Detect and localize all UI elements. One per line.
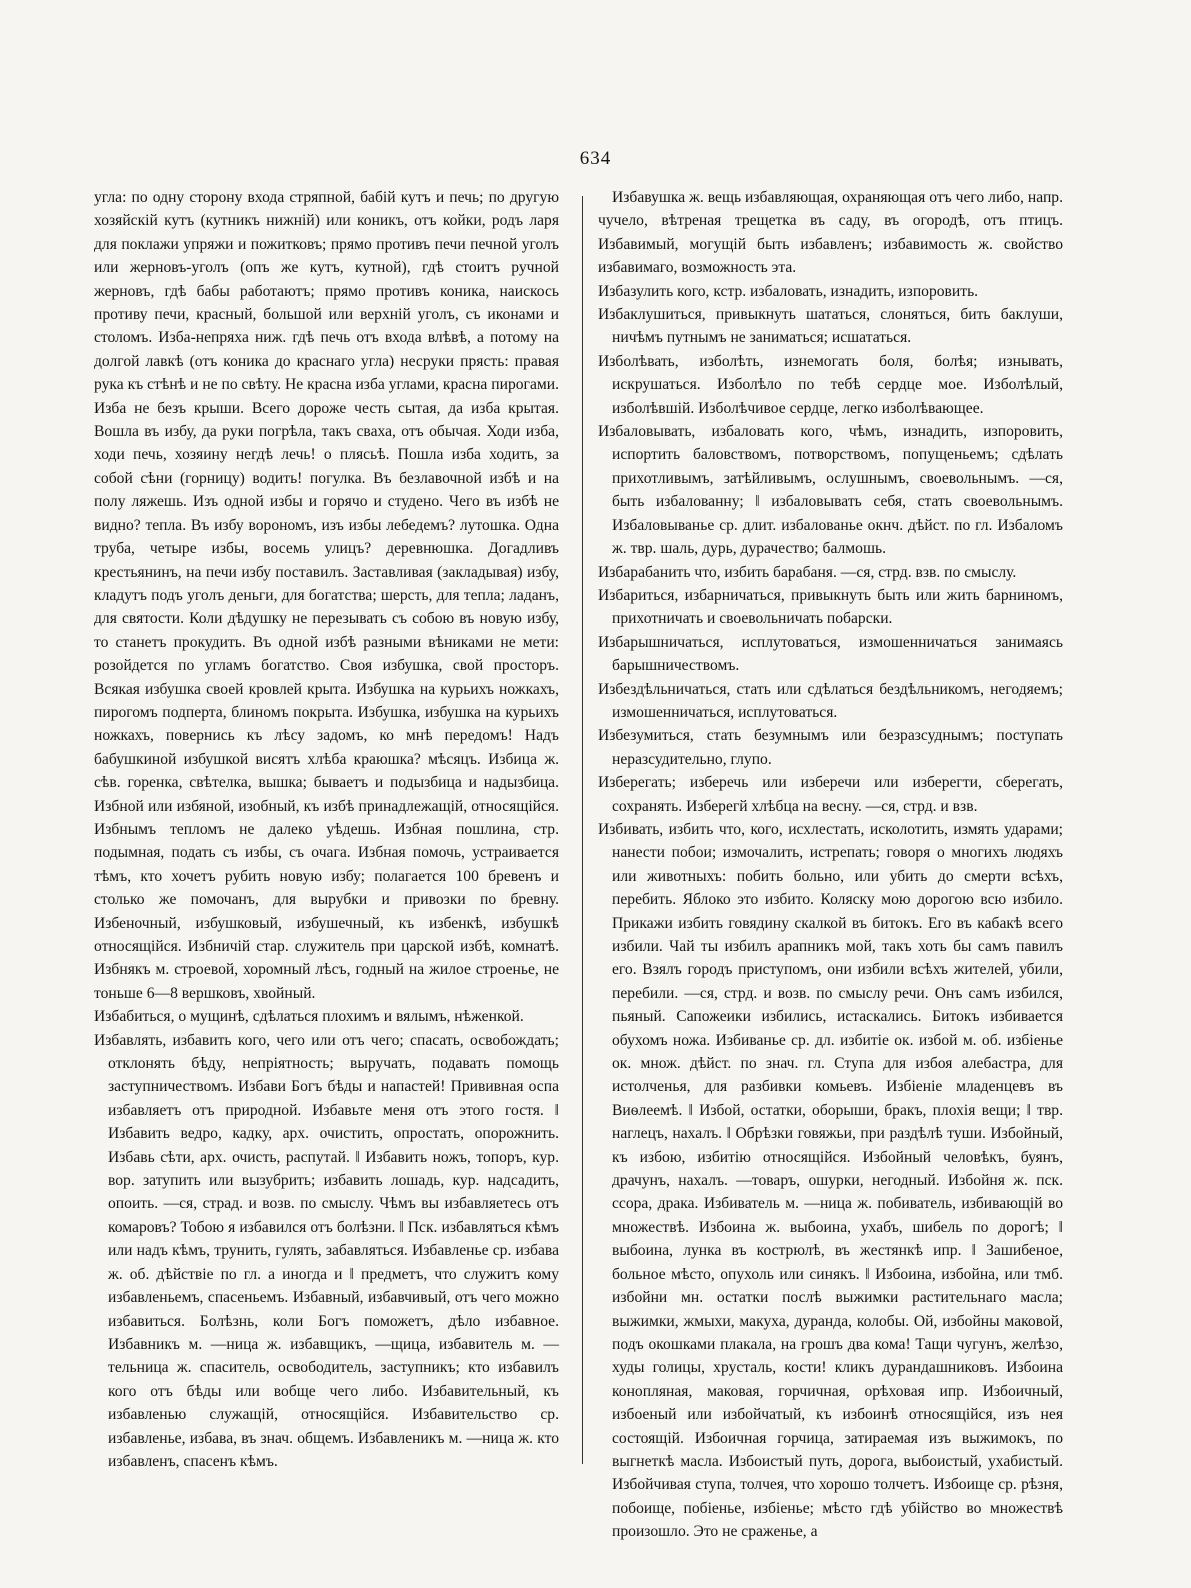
dictionary-entry: Избезумиться, стать безумнымъ или безразсуднымъ; поступать неразсудительно, глупо.	[598, 727, 1063, 768]
page-number: 634	[579, 148, 612, 169]
right-column	[598, 186, 1063, 1544]
dictionary-entry: Избездѣльничаться, стать или сдѣлаться бездѣльникомъ, негодяемъ; измошенничаться, исплутоваться.	[598, 680, 1063, 721]
column-divider	[582, 196, 583, 1464]
dictionary-entry: Избазулить кого, кстр. избаловать, изнадить, изпоровить.	[598, 282, 979, 300]
dictionary-entry: Изберегать; изберечь или изберечи или изберегти, сберегать, сохранять. Изберегй хлѣбца на весну. —ся, стрд. и взв.	[598, 774, 1063, 815]
left-column	[94, 186, 559, 1473]
dictionary-entry: Изболѣвать, изболѣть, изнемогать боля, болѣя; изнывать, искрушаться. Изболѣло по тебѣ сердце мое. Изболѣлый, изболѣвшій. Изболѣчивое сердце, легко изболѣвающее.	[598, 352, 1063, 417]
dictionary-entry: Избавлять, избавить кого, чего или отъ чего; спасать, освобождать; отклонять бѣду, непріятность; выручать, подавать помощь заступничествомъ. Избави Богъ бѣды и напастей! Прививная оспа избавляетъ отъ природной. Избавьте меня отъ этого гостя. ‖ Избавить ведро, кадку, арх. очистить, опростать, опорожнить. Избавь сѣти, арх. очисть, распутай. ‖ Избавить ножъ, топоръ, кур. вор. затупить или вызубрить; избавить лошадь, кур. надсадить, опоить. —ся, страд. и возв. по смыслу. Чѣмъ вы избавляетесь отъ комаровъ? Тобою я избавился отъ болѣзни. ‖ Пск. избавляться кѣмъ или надъ кѣмъ, трунить, гулять, забавляться. Избавленье ср. избава ж. об. дѣйствіе по гл. а иногда и ‖ предметъ, что служитъ кому избавленьемъ, спасеньемъ. Избавный, избавчивый, отъ чего можно избавиться. Болѣзнь, коли Богъ поможетъ, дѣло избавное. Избавникъ м. —ница ж. избавщикъ, —щица, избавитель м. — тельница ж. спаситель, освободитель, заступникъ; кто избавилъ кого отъ бѣды или вобще чего либо. Избавительный, къ избавленью служащій, относящійся. Избавительство ср. избавленье, избава, въ знач. общемъ. Избавленикъ м. —ница ж. кто избавленъ, спасенъ кѣмъ.	[94, 1031, 559, 1470]
dictionary-entry: Избавушка ж. вещь избавляющая, охраняющая отъ чего либо, напр. чучело, вѣтреная трещетка въ саду, въ огородѣ, отъ птицъ. Избавимый, могущій быть избавленъ; избавимость ж. свойство избавимаго, возможность эта.	[598, 189, 1063, 277]
dictionary-entry: Избаловывать, избаловать кого, чѣмъ, изнадить, изпоровить, испортить баловствомъ, потворствомъ, попущеньемъ; сдѣлать прихотливымъ, затѣйливымъ, ослушнымъ, своевольнымъ. —ся, быть избалованну; ‖ избаловывать себя, стать своевольнымъ. Избаловыванье ср. длит. избалованье окнч. дѣйст. по гл. Избаломъ ж. твр. шаль, дурь, дурачество; балмошь.	[598, 423, 1063, 558]
dictionary-entry: Избивать, избить что, кого, исхлестать, исколотить, измять ударами; нанести побои; измочалить, истрепать; говоря о многихъ людяхъ или животныхъ: побить больно, или убить до смерти всѣхъ, перебить. Яблоко это избито. Коляску мою дорогою всю избило. Прикажи избить говядину скалкой въ битокъ. Его въ кабакѣ всего избили. Чай ты избилъ арапникъ мой, такъ хоть бы самъ павилъ его. Взялъ городъ приступомъ, они избили всѣхъ жителей, убили, перебили. —ся, стрд. и возв. по смыслу речи. Онъ самъ избился, пьяный. Сапожеики избились, истаскались. Битокъ избивается обухомъ ножа. Избиванье ср. дл. избитіе ок. избой м. об. избіенье ок. множ. дѣйст. по знач. гл. Ступа для избоя алебастра, для истолченья, для разбивки комьевъ. Избіеніе младенцевъ въ Виѳлеемѣ. ‖ Избой, остатки, оборыши, бракъ, плохія вещи; ‖ твр. наглецъ, нахалъ. ‖ Обрѣзки говяжьи, при раздѣлѣ туши. Избойный, къ избою, избитію относящійся. Избойный человѣкъ, буянъ, драчунъ, нахалъ. —товаръ, ошурки, негодный. Избойня ж. пск. ссора, драка. Избиватель м. —ница ж. побиватель, избивающій во множествѣ. Избоина ж. выбоина, ухабъ, шибель по дорогѣ; ‖ выбоина, лунка въ кострюлѣ, въ жестянкѣ ипр. ‖ Зашибеное, больное мѣсто, опухоль или синякъ. ‖ Избоина, избойна, или тмб. избойни мн. остатки послѣ выжимки растительнаго масла; выжимки, жмыхи, макуха, дуранда, колобы. Ой, избойны маковой, подъ окошками плакала, на грошъ два кома! Тащи чугунъ, желѣзо, худы голицы, хрусталь, кости! кликъ дурандашниковъ. Избоина конопляная, маковая, горчичная, орѣховая ипр. Избоичный, избоеный или избойчатый, къ избоинѣ относящійся, изъ нея состоящій. Избоичная горчица, затираемая изъ выжимокъ, по выгнеткѣ масла. Избоистый путь, дорога, выбоистый, ухабистый. Избойчивая ступа, толчея, что хорошо толчетъ. Избоище ср. рѣзня, побоище, побіенье, избіенье; мѣсто гдѣ убійство во множествѣ произошло. Это не сраженье, а	[598, 820, 1063, 1541]
dictionary-entry: Избаклушиться, привыкнуть шататься, слоняться, бить баклуши, ничѣмъ путнымъ не заниматься; иcшататься.	[598, 306, 1063, 347]
dictionary-entry: Избабиться, о мущинѣ, сдѣлаться плохимъ и вялымъ, нѣженкой.	[94, 1008, 524, 1026]
dictionary-entry: угла: по одну сторону входа стряпной, бабій кутъ и печь; по другую хозяйскій кутъ (кутникъ нижній) или коникъ, отъ койки, родъ ларя для поклажи упряжи и пожитковъ; прямо противъ печи печной уголъ или жерновъ-уголъ (опъ же кутъ, кутной), гдѣ стоитъ ручной жерновъ, гдѣ бабы работаютъ; прямо противъ коника, наискось противу печи, красный, большой или верхній уголъ, съ иконами и столомъ. Изба-непряха ниж. гдѣ печь отъ входа влѣвѣ, а потому на долгой лавкѣ (отъ коника до краснаго угла) несруки прясть: правая рука къ стѣнѣ и не по свѣту. Не красна изба углами, красна пирогами. Изба не безъ крыши. Всего дороже честь сытая, да изба крытая. Вошла въ избу, да руки погрѣла, такъ сваха, отъ обычая. Ходи изба, ходи печь, хозяину негдѣ лечь! о плясьѣ. Пошла изба ходить, за собой сѣни (горницу) водить! погулка. Въ безлавочной избѣ и на полу ляжешь. Изъ одной избы и горячо и студено. Чего въ избѣ не видно? тепла. Въ избу ворономъ, изъ избы лебедемъ? лутошка. Одна труба, четыре избы, восемь улицъ? деревнюшка. Догадливъ крестьянинъ, на печи избу поставилъ. Заставливая (закладывая) избу, кладутъ подъ уголъ деньги, для богатства; шерсть, для тепла; ладанъ, для святости. Коли дѣдушку не перезывать съ собою въ новую избу, то станетъ прокудить. Въ одной избѣ разными вѣниками не мети: розойдется по угламъ богатство. Своя избушка, свой просторъ. Всякая избушка своей кровлей крыта. Избушка на курьихъ ножкахъ, пирогомъ подперта, блиномъ покрыта. Избушка, избушка на курьихъ ножкахъ, повернись къ лѣсу задомъ, ко мнѣ передомъ! Надъ бабушкиной избушкой висятъ хлѣба краюшка? мѣсяцъ. Избица ж. сѣв. горенка, свѣтелка, вышка; бываетъ и подызбица и надызбица. Избной или избяной, изобный, къ избѣ принадлежащій, относящійся. Избнымъ тепломъ не далеко уѣдешь. Избная пошлина, стр. подымная, подать съ избы, съ очага. Избная помочь, устраивается тѣмъ, кто хочетъ рубить новую избу; полагается 100 бревенъ и столько же помочанъ, для вырубки и привозки по бревну. Избеночный, избушковый, избушечный, къ избенкѣ, избушкѣ относящійся. Избничій стар. служитель при царской избѣ, комнатѣ. Избнякъ м. строевой, хоромный лѣсъ, годный на жилое строенье, не тоньше 6—8 вершковъ, хвойный.	[94, 189, 559, 1002]
dictionary-entry: Избариться, избарничаться, привыкнуть быть или жить барниномъ, прихотничать и своевольничать побарски.	[598, 586, 1063, 628]
dictionary-entry: Избарабанить что, избить барабаня. —ся, стрд. взв. по смыслу.	[598, 563, 1017, 581]
dictionary-entry: Избарышничаться, исплутоваться, измошенничаться занимаясь барышничествомъ.	[598, 633, 1063, 675]
